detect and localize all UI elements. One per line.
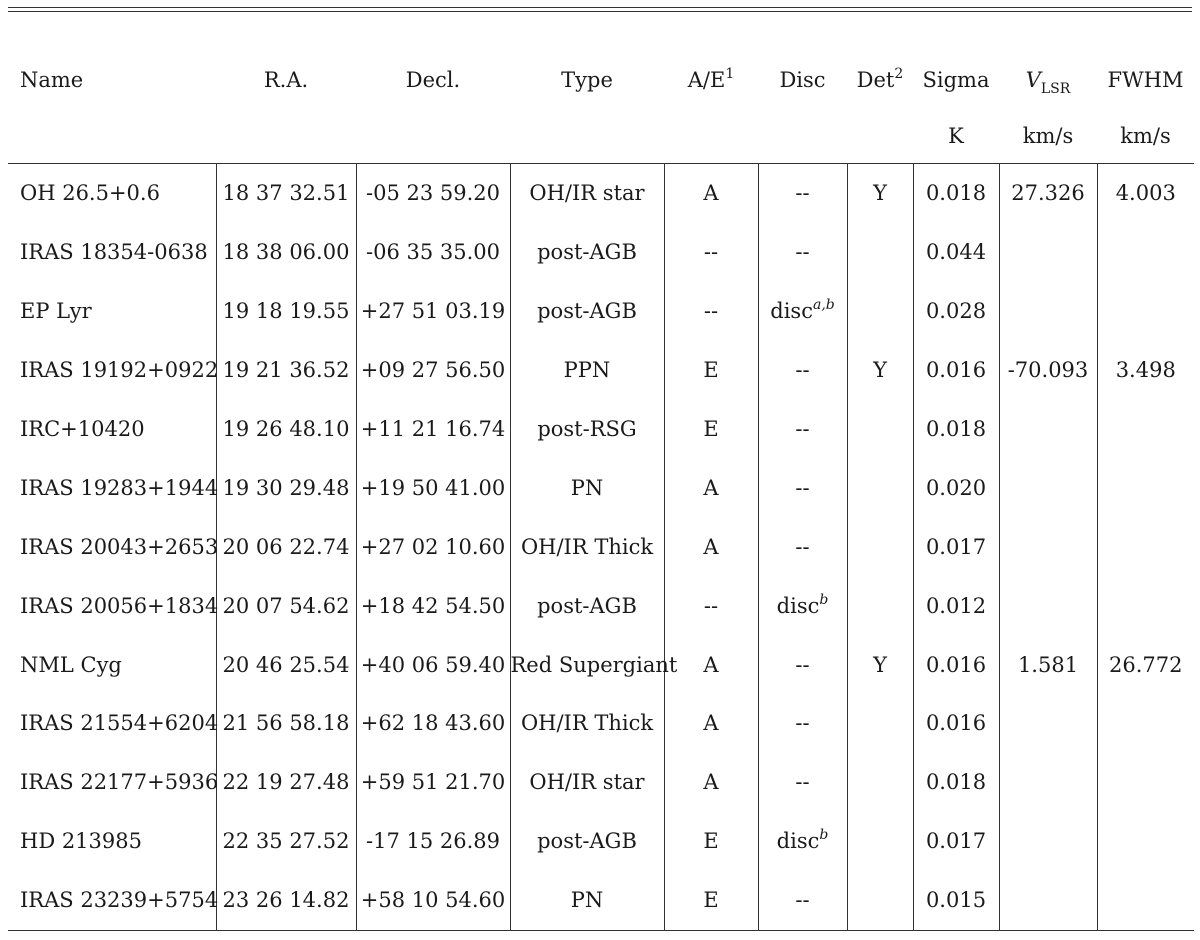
cell-ra: 19 26 48.10 xyxy=(216,400,356,459)
header-disc: Disc xyxy=(779,67,826,92)
cell-type: PPN xyxy=(510,341,664,400)
cell-vlsr xyxy=(999,812,1097,871)
cell-disc xyxy=(758,871,847,930)
cell-name: IRAS 20043+2653 xyxy=(8,517,216,576)
cell-det xyxy=(847,517,913,576)
cell-ra: 22 19 27.48 xyxy=(216,753,356,812)
cell-fwhm: 3.498 xyxy=(1115,358,1176,383)
cell-ra: 20 46 25.54 xyxy=(216,635,356,694)
units-empty xyxy=(847,109,913,164)
top-rule xyxy=(8,7,1192,8)
cell-disc-text: disc xyxy=(776,593,820,618)
cell-disc-text: -- xyxy=(795,181,810,206)
cell-vlsr xyxy=(999,223,1097,282)
units-empty xyxy=(8,109,216,164)
cell-decl: -06 35 35.00 xyxy=(356,223,510,282)
cell-ae: E xyxy=(664,400,758,459)
header-ra: R.A. xyxy=(263,67,309,92)
cell-fwhm xyxy=(1097,223,1194,282)
cell-vlsr xyxy=(999,694,1097,753)
header-det-footnote: 2 xyxy=(894,65,904,82)
cell-disc xyxy=(758,223,847,282)
cell-sigma: 0.018 xyxy=(913,400,999,459)
cell-type: post-AGB xyxy=(510,282,664,341)
header-row xyxy=(8,50,1194,109)
cell-sigma: 0.017 xyxy=(913,517,999,576)
cell-disc-text: -- xyxy=(795,417,810,441)
units-row xyxy=(8,109,1194,164)
cell-ae: E xyxy=(664,812,758,871)
units-sigma: K xyxy=(913,109,999,164)
cell-sigma: 0.015 xyxy=(913,871,999,930)
cell-disc xyxy=(758,400,847,459)
cell-disc-text: -- xyxy=(795,475,810,500)
cell-ra: 20 07 54.62 xyxy=(216,576,356,635)
cell-name: OH 26.5+0.6 xyxy=(8,164,216,223)
cell-type: OH/IR Thick xyxy=(510,517,664,576)
cell-sigma: 0.020 xyxy=(913,458,999,517)
cell-vlsr xyxy=(999,458,1097,517)
cell-fwhm: 4.003 xyxy=(1115,181,1176,206)
source-table xyxy=(8,50,1194,931)
cell-disc-text: -- xyxy=(795,358,810,383)
top-rule-inner xyxy=(8,11,1192,12)
cell-sigma: 0.018 xyxy=(913,753,999,812)
cell-disc-footnote: a,b xyxy=(812,297,835,314)
cell-type: PN xyxy=(510,458,664,517)
cell-disc xyxy=(758,282,847,341)
cell-ae: A xyxy=(664,458,758,517)
cell-disc-text: -- xyxy=(795,888,810,913)
cell-det: Y xyxy=(847,164,913,223)
units-empty xyxy=(510,109,664,164)
cell-det xyxy=(847,694,913,753)
cell-vlsr xyxy=(999,400,1097,459)
cell-det xyxy=(847,871,913,930)
cell-name: IRAS 20056+1834 xyxy=(8,576,216,635)
cell-det xyxy=(847,576,913,635)
cell-disc xyxy=(758,517,847,576)
cell-fwhm xyxy=(1097,517,1194,576)
table-row xyxy=(8,635,1194,694)
cell-sigma: 0.012 xyxy=(913,576,999,635)
table-row xyxy=(8,517,1194,576)
cell-name: IRAS 18354-0638 xyxy=(8,223,216,282)
header-name: Name xyxy=(20,67,84,92)
cell-ra: 22 35 27.52 xyxy=(216,812,356,871)
cell-vlsr xyxy=(999,517,1097,576)
cell-name: IRC+10420 xyxy=(8,400,216,459)
cell-ae: -- xyxy=(664,223,758,282)
cell-det xyxy=(847,812,913,871)
header-vlsr-subscript: LSR xyxy=(1040,80,1071,97)
header-det xyxy=(847,50,913,109)
cell-type: OH/IR star xyxy=(510,753,664,812)
table-row xyxy=(8,164,1194,223)
cell-type: OH/IR star xyxy=(510,164,664,223)
cell-fwhm xyxy=(1097,871,1194,930)
cell-disc xyxy=(758,635,847,694)
header-det-label: Det xyxy=(856,67,895,92)
cell-name: IRAS 23239+5754 xyxy=(8,871,216,930)
cell-disc-text: -- xyxy=(795,652,810,677)
cell-disc xyxy=(758,753,847,812)
cell-decl: +18 42 54.50 xyxy=(356,576,510,635)
cell-ae: E xyxy=(664,341,758,400)
cell-decl: +19 50 41.00 xyxy=(356,458,510,517)
cell-decl: +62 18 43.60 xyxy=(356,694,510,753)
cell-type: post-AGB xyxy=(510,223,664,282)
units-empty xyxy=(758,109,847,164)
cell-vlsr xyxy=(999,282,1097,341)
cell-fwhm xyxy=(1097,458,1194,517)
cell-type: PN xyxy=(510,871,664,930)
cell-disc-text: disc xyxy=(776,829,820,854)
cell-fwhm xyxy=(1097,400,1194,459)
header-ae-footnote: 1 xyxy=(725,65,735,82)
units-vlsr: km/s xyxy=(999,109,1097,164)
cell-disc xyxy=(758,694,847,753)
cell-name: IRAS 19192+0922 xyxy=(8,341,216,400)
cell-decl: -05 23 59.20 xyxy=(356,164,510,223)
cell-ae: A xyxy=(664,694,758,753)
cell-vlsr: -70.093 xyxy=(999,341,1097,400)
cell-disc-text: -- xyxy=(795,240,810,265)
cell-sigma: 0.016 xyxy=(913,341,999,400)
cell-ae: -- xyxy=(664,576,758,635)
cell-sigma: 0.016 xyxy=(913,635,999,694)
cell-disc-text: -- xyxy=(795,770,810,795)
cell-ae: E xyxy=(664,871,758,930)
cell-ae: A xyxy=(664,164,758,223)
cell-type: post-AGB xyxy=(510,812,664,871)
cell-name: EP Lyr xyxy=(8,282,216,341)
cell-vlsr: 27.326 xyxy=(999,164,1097,223)
cell-decl: +09 27 56.50 xyxy=(356,341,510,400)
cell-type: OH/IR Thick xyxy=(510,694,664,753)
cell-sigma: 0.044 xyxy=(913,223,999,282)
table-row xyxy=(8,753,1194,812)
cell-ra: 18 38 06.00 xyxy=(216,223,356,282)
cell-ra: 18 37 32.51 xyxy=(216,164,356,223)
cell-name: NML Cyg xyxy=(8,635,216,694)
cell-ra: 20 06 22.74 xyxy=(216,517,356,576)
cell-fwhm xyxy=(1097,576,1194,635)
cell-fwhm xyxy=(1097,753,1194,812)
cell-fwhm: 26.772 xyxy=(1109,652,1183,677)
cell-vlsr xyxy=(999,871,1097,930)
units-empty xyxy=(664,109,758,164)
cell-name: IRAS 19283+1944 xyxy=(8,458,216,517)
table-row xyxy=(8,812,1194,871)
cell-disc-text: disc xyxy=(770,299,813,324)
cell-type: Red Supergiant xyxy=(510,635,664,694)
table-row xyxy=(8,871,1194,930)
table-row xyxy=(8,341,1194,400)
table-body xyxy=(8,164,1194,931)
cell-det: Y xyxy=(847,341,913,400)
cell-disc-text: -- xyxy=(795,711,810,736)
cell-decl: +40 06 59.40 xyxy=(356,635,510,694)
cell-decl: +11 21 16.74 xyxy=(356,400,510,459)
cell-sigma: 0.018 xyxy=(913,164,999,223)
cell-vlsr: 1.581 xyxy=(999,635,1097,694)
cell-ra: 19 18 19.55 xyxy=(216,282,356,341)
cell-decl: +59 51 21.70 xyxy=(356,753,510,812)
header-ae-label: A/E xyxy=(687,67,726,92)
cell-vlsr xyxy=(999,753,1097,812)
cell-ae: A xyxy=(664,517,758,576)
cell-det xyxy=(847,458,913,517)
cell-decl: +58 10 54.60 xyxy=(356,871,510,930)
units-empty xyxy=(356,109,510,164)
header-fwhm: FWHM xyxy=(1107,67,1184,92)
cell-det xyxy=(847,282,913,341)
cell-ra: 19 30 29.48 xyxy=(216,458,356,517)
cell-disc xyxy=(758,576,847,635)
cell-sigma: 0.016 xyxy=(913,694,999,753)
cell-det: Y xyxy=(847,635,913,694)
header-decl: Decl. xyxy=(405,67,461,92)
header-vlsr xyxy=(999,50,1097,109)
cell-disc xyxy=(758,458,847,517)
cell-disc xyxy=(758,812,847,871)
cell-ra: 21 56 58.18 xyxy=(216,694,356,753)
cell-sigma: 0.017 xyxy=(913,812,999,871)
cell-disc-text: -- xyxy=(795,534,810,559)
cell-sigma: 0.028 xyxy=(913,282,999,341)
header-ae xyxy=(664,50,758,109)
table-row xyxy=(8,694,1194,753)
cell-name: HD 213985 xyxy=(8,812,216,871)
table-row xyxy=(8,458,1194,517)
header-sigma: Sigma xyxy=(922,67,990,92)
cell-det xyxy=(847,753,913,812)
cell-det xyxy=(847,400,913,459)
cell-ra: 19 21 36.52 xyxy=(216,341,356,400)
cell-type: post-RSG xyxy=(510,400,664,459)
cell-name: IRAS 22177+5936 xyxy=(8,753,216,812)
cell-name: IRAS 21554+6204 xyxy=(8,694,216,753)
table-row xyxy=(8,282,1194,341)
cell-disc-footnote: b xyxy=(819,827,829,844)
cell-disc xyxy=(758,164,847,223)
header-vlsr-symbol: V xyxy=(1025,67,1041,92)
cell-vlsr xyxy=(999,576,1097,635)
units-fwhm: km/s xyxy=(1097,109,1194,164)
cell-ae: A xyxy=(664,635,758,694)
cell-decl: -17 15 26.89 xyxy=(356,812,510,871)
cell-ra: 23 26 14.82 xyxy=(216,871,356,930)
cell-disc xyxy=(758,341,847,400)
table-row xyxy=(8,576,1194,635)
cell-det xyxy=(847,223,913,282)
cell-decl: +27 51 03.19 xyxy=(356,282,510,341)
cell-fwhm xyxy=(1097,812,1194,871)
units-empty xyxy=(216,109,356,164)
header-type: Type xyxy=(561,67,613,92)
cell-fwhm xyxy=(1097,282,1194,341)
table-row xyxy=(8,223,1194,282)
cell-ae: -- xyxy=(664,282,758,341)
table-row xyxy=(8,400,1194,459)
cell-disc-footnote: b xyxy=(819,591,829,608)
cell-ae: A xyxy=(664,753,758,812)
cell-fwhm xyxy=(1097,694,1194,753)
cell-type: post-AGB xyxy=(510,576,664,635)
cell-decl: +27 02 10.60 xyxy=(356,517,510,576)
